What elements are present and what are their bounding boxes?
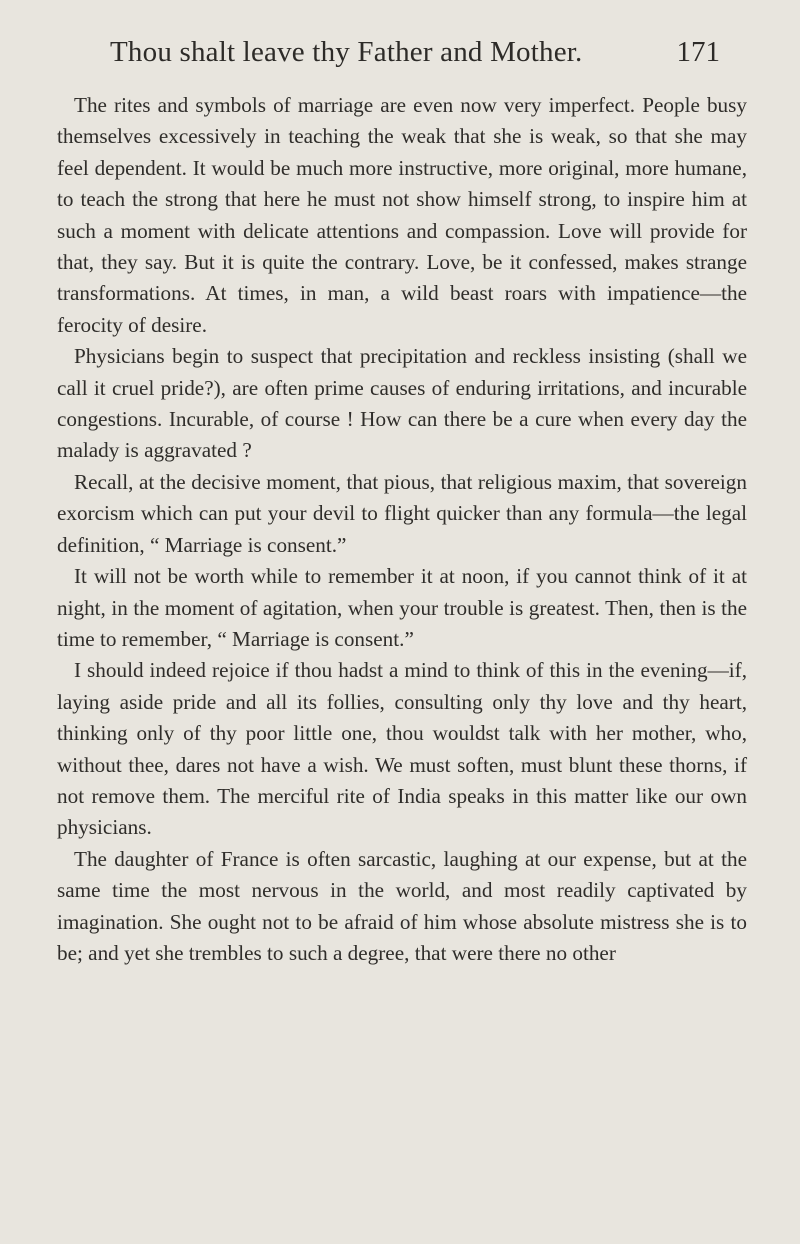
page-number: 171 — [676, 36, 720, 68]
body-text — [57, 90, 747, 969]
paragraph-3: Recall, at the decisive moment, that pious, that religious maxim, that sovereign exorcism which can put your devil to flight quicker than any formula—the legal definition, “ Marriage is consent.” — [57, 469, 747, 557]
paragraph-1: The rites and symbols of marriage are even now very imperfect. People busy themselves excessively in teaching the weak that she is weak, so that she may feel dependent. It would be much more instructive, more original, more humane, to teach the strong that here he must not show himself strong, to inspire him at such a moment with delicate attentions and compassion. Love will provide for that, they say. But it is quite the contrary. Love, be it confessed, makes strange transformations. At times, in man, a wild beast roars with impatience—the ferocity of desire. — [57, 93, 747, 337]
paragraph-5: I should indeed rejoice if thou hadst a mind to think of this in the evening—if, laying aside pride and all its follies, consulting only thy love and thy heart, thinking only of thy poor little one, thou wouldst talk with her mother, who, without thee, dares not have a wish. We must soften, must blunt these thorns, if not remove them. The merciful rite of India speaks in this matter like our own physicians. — [57, 658, 747, 840]
paragraph-2: Physicians begin to suspect that precipitation and reckless insisting (shall we call it cruel pride?), are often prime causes of enduring irritations, and incurable congestions. Incurable, of course ! How can there be a cure when every day the malady is aggravated ? — [57, 344, 747, 463]
running-header — [110, 36, 720, 69]
paragraph-4: It will not be worth while to remember it at noon, if you cannot think of it at night, in the moment of agitation, when your trouble is greatest. Then, then is the time to remember, “ Marriage is consent.” — [57, 564, 747, 651]
paragraph-6: The daughter of France is often sarcastic, laughing at our expense, but at the same time the most nervous in the world, and most readily captivated by imagination. She ought not to be afraid of him whose absolute mistress she is to be; and yet she trembles to such a degree, that were there no other — [57, 846, 747, 965]
running-title: Thou shalt leave thy Father and Mother. — [110, 36, 583, 68]
